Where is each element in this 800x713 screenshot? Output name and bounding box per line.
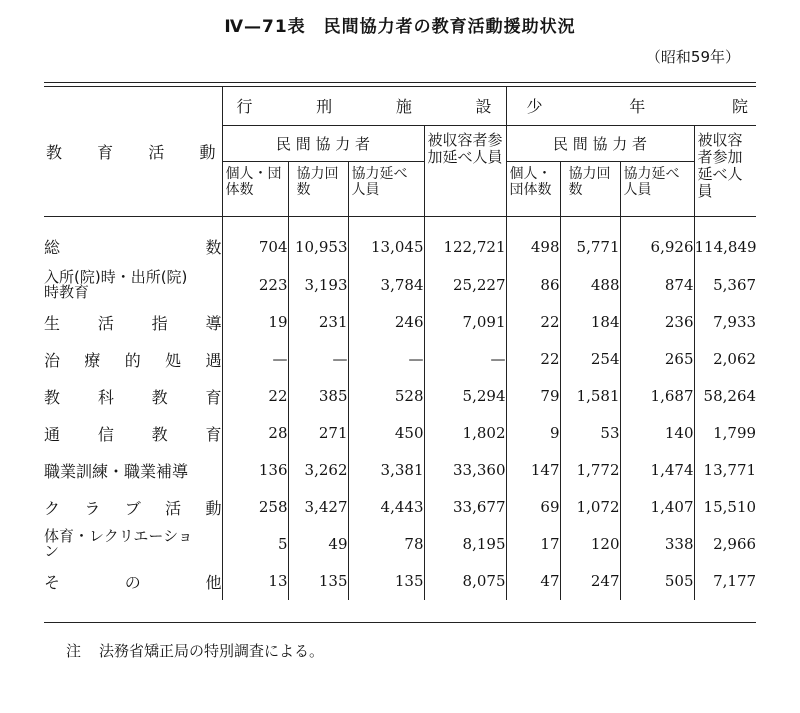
cell-p1: 223 — [222, 267, 288, 304]
cell-p3: 3,381 — [348, 452, 424, 489]
cell-j1: 22 — [506, 341, 560, 378]
cell-j3: 140 — [620, 415, 694, 452]
row-label — [44, 378, 222, 415]
cell-j2: 1,581 — [560, 378, 620, 415]
col-header-total-prison: 協力延べ人員 — [348, 161, 424, 216]
row-label-char: ク — [44, 498, 61, 518]
row-label-header-char: 教 — [46, 142, 63, 162]
cell-p3: 246 — [348, 304, 424, 341]
cell-p2: 231 — [288, 304, 348, 341]
table-row — [44, 378, 756, 415]
cell-p1: 704 — [222, 216, 288, 267]
row-label-char: 活 — [165, 498, 182, 518]
row-label-text: 入所(院)時・出所(院)時教育 — [44, 268, 188, 301]
row-label-header — [44, 87, 222, 216]
group-header-juvenile — [506, 87, 756, 125]
cell-p4: 33,360 — [424, 452, 506, 489]
subgroup-header-juvenile: 民 間 協 力 者 — [506, 125, 694, 161]
cell-p4: 8,195 — [424, 526, 506, 563]
cell-p2: 3,427 — [288, 489, 348, 526]
cell-p2: 49 — [288, 526, 348, 563]
note-mark: 注 — [66, 642, 82, 660]
cell-j2: 184 — [560, 304, 620, 341]
era-note: （昭和59年） — [645, 48, 740, 66]
cell-p4: 122,721 — [424, 216, 506, 267]
row-label-text: 職業訓練・職業補導 — [44, 461, 189, 481]
cell-j4: 7,177 — [694, 563, 756, 600]
cell-j2: 247 — [560, 563, 620, 600]
col-header-times-prison: 協力回数 — [288, 161, 348, 216]
cell-p1: 19 — [222, 304, 288, 341]
row-label-char: 信 — [97, 424, 114, 444]
cell-p1: 22 — [222, 378, 288, 415]
row-label — [44, 452, 222, 489]
table-number: Ⅳ—71表 — [224, 17, 306, 37]
cell-j3: 236 — [620, 304, 694, 341]
row-label-char: 動 — [205, 498, 222, 518]
row-label-char: 指 — [151, 313, 168, 333]
row-label-header-char: 活 — [148, 142, 165, 162]
row-label — [44, 526, 222, 563]
row-label — [44, 267, 222, 304]
row-label-char: 育 — [205, 387, 222, 407]
cell-j4: 15,510 — [694, 489, 756, 526]
participants-header-prison: 被収容者参加延べ人員 — [424, 125, 506, 216]
cell-j1: 22 — [506, 304, 560, 341]
cell-j2: 1,772 — [560, 452, 620, 489]
cell-p4: 25,227 — [424, 267, 506, 304]
cell-j3: 874 — [620, 267, 694, 304]
data-table — [44, 87, 756, 600]
cell-j4: 114,849 — [694, 216, 756, 267]
cell-p1: 136 — [222, 452, 288, 489]
cell-j3: 338 — [620, 526, 694, 563]
cell-j3: 6,926 — [620, 216, 694, 267]
cell-p2: 385 — [288, 378, 348, 415]
col-header-times-juvenile: 協力回数 — [560, 161, 620, 216]
row-label — [44, 489, 222, 526]
cell-p3: 3,784 — [348, 267, 424, 304]
row-label-char: 教 — [44, 387, 61, 407]
cell-p3: 13,045 — [348, 216, 424, 267]
cell-j4: 2,966 — [694, 526, 756, 563]
source-note — [66, 640, 324, 661]
row-label-char: 教 — [151, 424, 168, 444]
cell-p3: 135 — [348, 563, 424, 600]
row-label-header-char: 育 — [97, 142, 114, 162]
bottom-rule — [44, 622, 756, 623]
cell-p4: 8,075 — [424, 563, 506, 600]
cell-j4: 1,799 — [694, 415, 756, 452]
row-label-char: 療 — [84, 350, 101, 370]
table-row — [44, 452, 756, 489]
cell-j3: 1,687 — [620, 378, 694, 415]
row-label-char: 活 — [97, 313, 114, 333]
cell-j1: 47 — [506, 563, 560, 600]
row-label-char: 他 — [205, 572, 222, 592]
cell-j3: 1,407 — [620, 489, 694, 526]
cell-j3: 265 — [620, 341, 694, 378]
row-label-char: ブ — [124, 498, 141, 518]
cell-p1: 13 — [222, 563, 288, 600]
cell-j4: 7,933 — [694, 304, 756, 341]
cell-j3: 505 — [620, 563, 694, 600]
cell-p2: 3,262 — [288, 452, 348, 489]
cell-p3: 528 — [348, 378, 424, 415]
cell-p3: 4,443 — [348, 489, 424, 526]
col-header-persons-prison: 個人・団体数 — [222, 161, 288, 216]
participants-header-juvenile: 被収容者参加延べ人員 — [694, 125, 756, 216]
cell-j1: 9 — [506, 415, 560, 452]
table-title — [0, 12, 800, 37]
group-juvenile-char: 少 — [526, 97, 543, 117]
cell-p2: 3,193 — [288, 267, 348, 304]
row-label-char: 教 — [151, 387, 168, 407]
cell-p4: — — [424, 341, 506, 378]
cell-j4: 13,771 — [694, 452, 756, 489]
group-prison-char: 行 — [236, 97, 253, 117]
table-row — [44, 415, 756, 452]
row-label — [44, 216, 222, 267]
cell-p3: — — [348, 341, 424, 378]
cell-p1: 28 — [222, 415, 288, 452]
row-label — [44, 415, 222, 452]
cell-p4: 33,677 — [424, 489, 506, 526]
cell-p3: 450 — [348, 415, 424, 452]
cell-j1: 69 — [506, 489, 560, 526]
table-row — [44, 563, 756, 600]
note-text: 法務省矯正局の特別調査による。 — [99, 642, 325, 660]
top-rule — [44, 82, 756, 83]
table-row — [44, 526, 756, 563]
cell-j2: 53 — [560, 415, 620, 452]
group-prison-char: 刑 — [316, 97, 333, 117]
table-row — [44, 216, 756, 267]
row-label-char: 科 — [97, 387, 114, 407]
col-header-persons-juvenile: 個人・団体数 — [506, 161, 560, 216]
row-label-char: の — [124, 572, 141, 592]
group-prison-char: 設 — [475, 97, 492, 117]
subgroup-header-prison: 民 間 協 力 者 — [222, 125, 424, 161]
cell-p2: — — [288, 341, 348, 378]
row-label-char: 総 — [44, 238, 61, 257]
cell-p4: 7,091 — [424, 304, 506, 341]
cell-j1: 79 — [506, 378, 560, 415]
table-title-text: 民間協力者の教育活動援助状況 — [323, 17, 576, 37]
cell-p1: 258 — [222, 489, 288, 526]
cell-j2: 254 — [560, 341, 620, 378]
cell-j1: 86 — [506, 267, 560, 304]
cell-p2: 271 — [288, 415, 348, 452]
cell-j1: 17 — [506, 526, 560, 563]
row-label-char: 的 — [124, 350, 141, 370]
row-label — [44, 341, 222, 378]
row-label-text: 体育・レクリエーション — [44, 527, 193, 560]
row-label-char: 通 — [44, 424, 61, 444]
cell-j3: 1,474 — [620, 452, 694, 489]
row-label — [44, 304, 222, 341]
row-label-char: 処 — [165, 350, 182, 370]
row-label — [44, 563, 222, 600]
row-label-char: 生 — [44, 313, 61, 333]
cell-j2: 1,072 — [560, 489, 620, 526]
row-label-char: 導 — [205, 313, 222, 333]
row-label-header-char: 動 — [199, 142, 216, 162]
cell-j4: 2,062 — [694, 341, 756, 378]
cell-p1: — — [222, 341, 288, 378]
row-label-char: ラ — [84, 498, 101, 518]
cell-j1: 498 — [506, 216, 560, 267]
cell-j4: 5,367 — [694, 267, 756, 304]
group-header-prison — [222, 87, 506, 125]
cell-j2: 488 — [560, 267, 620, 304]
row-label-char: 育 — [205, 424, 222, 444]
col-header-total-juvenile: 協力延べ人員 — [620, 161, 694, 216]
cell-p2: 10,953 — [288, 216, 348, 267]
cell-j4: 58,264 — [694, 378, 756, 415]
table-row — [44, 267, 756, 304]
group-juvenile-char: 年 — [629, 97, 646, 117]
row-label-char: 治 — [44, 350, 61, 370]
cell-j2: 120 — [560, 526, 620, 563]
cell-p4: 5,294 — [424, 378, 506, 415]
cell-p1: 5 — [222, 526, 288, 563]
row-label-char: そ — [44, 572, 61, 592]
table-row — [44, 489, 756, 526]
cell-j2: 5,771 — [560, 216, 620, 267]
cell-p2: 135 — [288, 563, 348, 600]
group-prison-char: 施 — [395, 97, 412, 117]
cell-p3: 78 — [348, 526, 424, 563]
group-juvenile-char: 院 — [732, 97, 749, 117]
row-label-char: 遇 — [205, 350, 222, 370]
cell-j1: 147 — [506, 452, 560, 489]
table-row — [44, 304, 756, 341]
table-row — [44, 341, 756, 378]
row-label-char: 数 — [205, 238, 222, 257]
cell-p4: 1,802 — [424, 415, 506, 452]
